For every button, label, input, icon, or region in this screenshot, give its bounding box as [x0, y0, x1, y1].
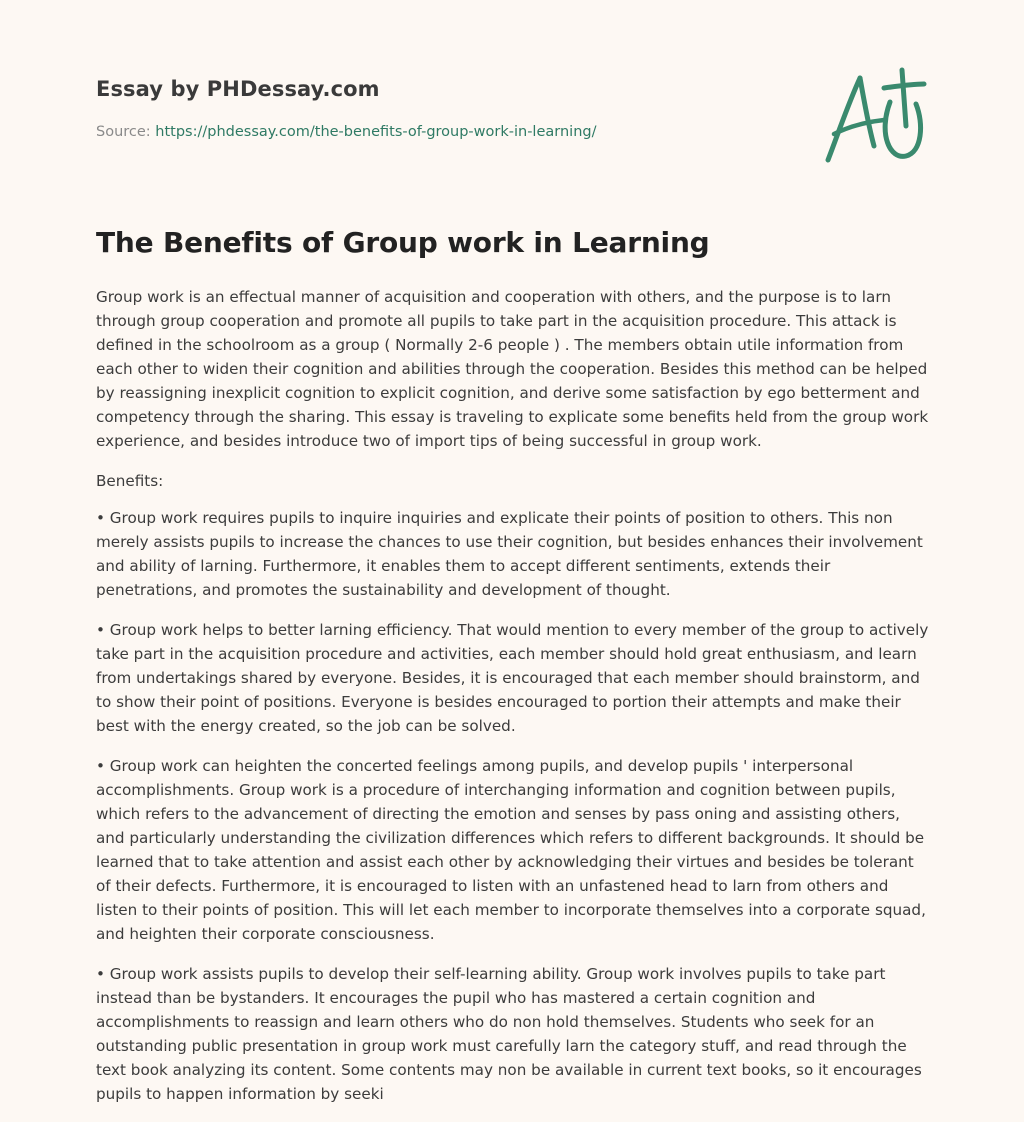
source-line: [96, 124, 596, 140]
benefit-bullet: • Group work helps to better larning efficiency. That would mention to every member of the group to actively take part in the acquisition procedure and activities, each member should hold great enthusiasm, and learn from undertakings shared by everyone. Besides, it is encouraged that each member should brainstorm, and to show their point of positions. Everyone is besides encouraged to portion their attempts and make their best with the energy created, so the job can be solved.: [96, 621, 929, 735]
essay-body: [96, 285, 932, 1122]
a-plus-logo-icon: [818, 64, 930, 168]
source-label: Source:: [96, 124, 156, 140]
essay-title: The Benefits of Group work in Learning: [96, 226, 710, 259]
benefits-label: Benefits:: [96, 472, 164, 490]
benefit-bullet: • Group work can heighten the concerted feelings among pupils, and develop pupils ' interpersonal accomplishments. Group work is a procedure of interchanging information and cognition between pupils, which refers to the advancement of directing the emotion and senses by pass oning and assisting others, and particularly understanding the civilization differences which refers to different backgrounds. It should be learned that to take attention and assist each other by acknowledging their virtues and besides be tolerant of their defects. Furthermore, it is encouraged to listen with an unfastened head to larn from others and listen to their points of position. This will let each member to incorporate themselves into a corporate squad, and heighten their corporate consciousness.: [96, 757, 926, 943]
source-link[interactable]: https://phdessay.com/the-benefits-of-group-work-in-learning/: [155, 124, 597, 140]
intro-paragraph: Group work is an effectual manner of acquisition and cooperation with others, and the purpose is to larn through group cooperation and promote all pupils to take part in the acquisition procedure. This attack is defined in the schoolroom as a group ( Normally 2-6 people ) . The members obtain utile information from each other to widen their cognition and abilities through the cooperation. Besides this method can be helped by reassigning inexplicit cognition to explicit cognition, and derive some satisfaction by ego betterment and competency through the sharing. This essay is traveling to explicate some benefits held from the group work experience, and besides introduce two of import tips of being successful in group work.: [96, 288, 929, 450]
benefit-bullet: • Group work requires pupils to inquire inquiries and explicate their points of position to others. This non merely assists pupils to increase the chances to use their cognition, but besides enhances their involvement and ability of larning. Furthermore, it enables them to accept different sentiments, extends their penetrations, and promotes the sustainability and development of thought.: [96, 509, 923, 599]
benefit-bullet: • Group work assists pupils to develop their self-learning ability. Group work involves pupils to take part instead than be bystanders. It encourages the pupil who has mastered a certain cognition and accomplishments to reassign and learn others who do non hold themselves. Students who seek for an outstanding public presentation in group work must carefully larn the category stuff, and read through the text book analyzing its content. Some contents may non be available in current text books, so it encourages pupils to happen information by seeki: [96, 965, 922, 1103]
brand-title: Essay by PHDessay.com: [96, 77, 380, 101]
